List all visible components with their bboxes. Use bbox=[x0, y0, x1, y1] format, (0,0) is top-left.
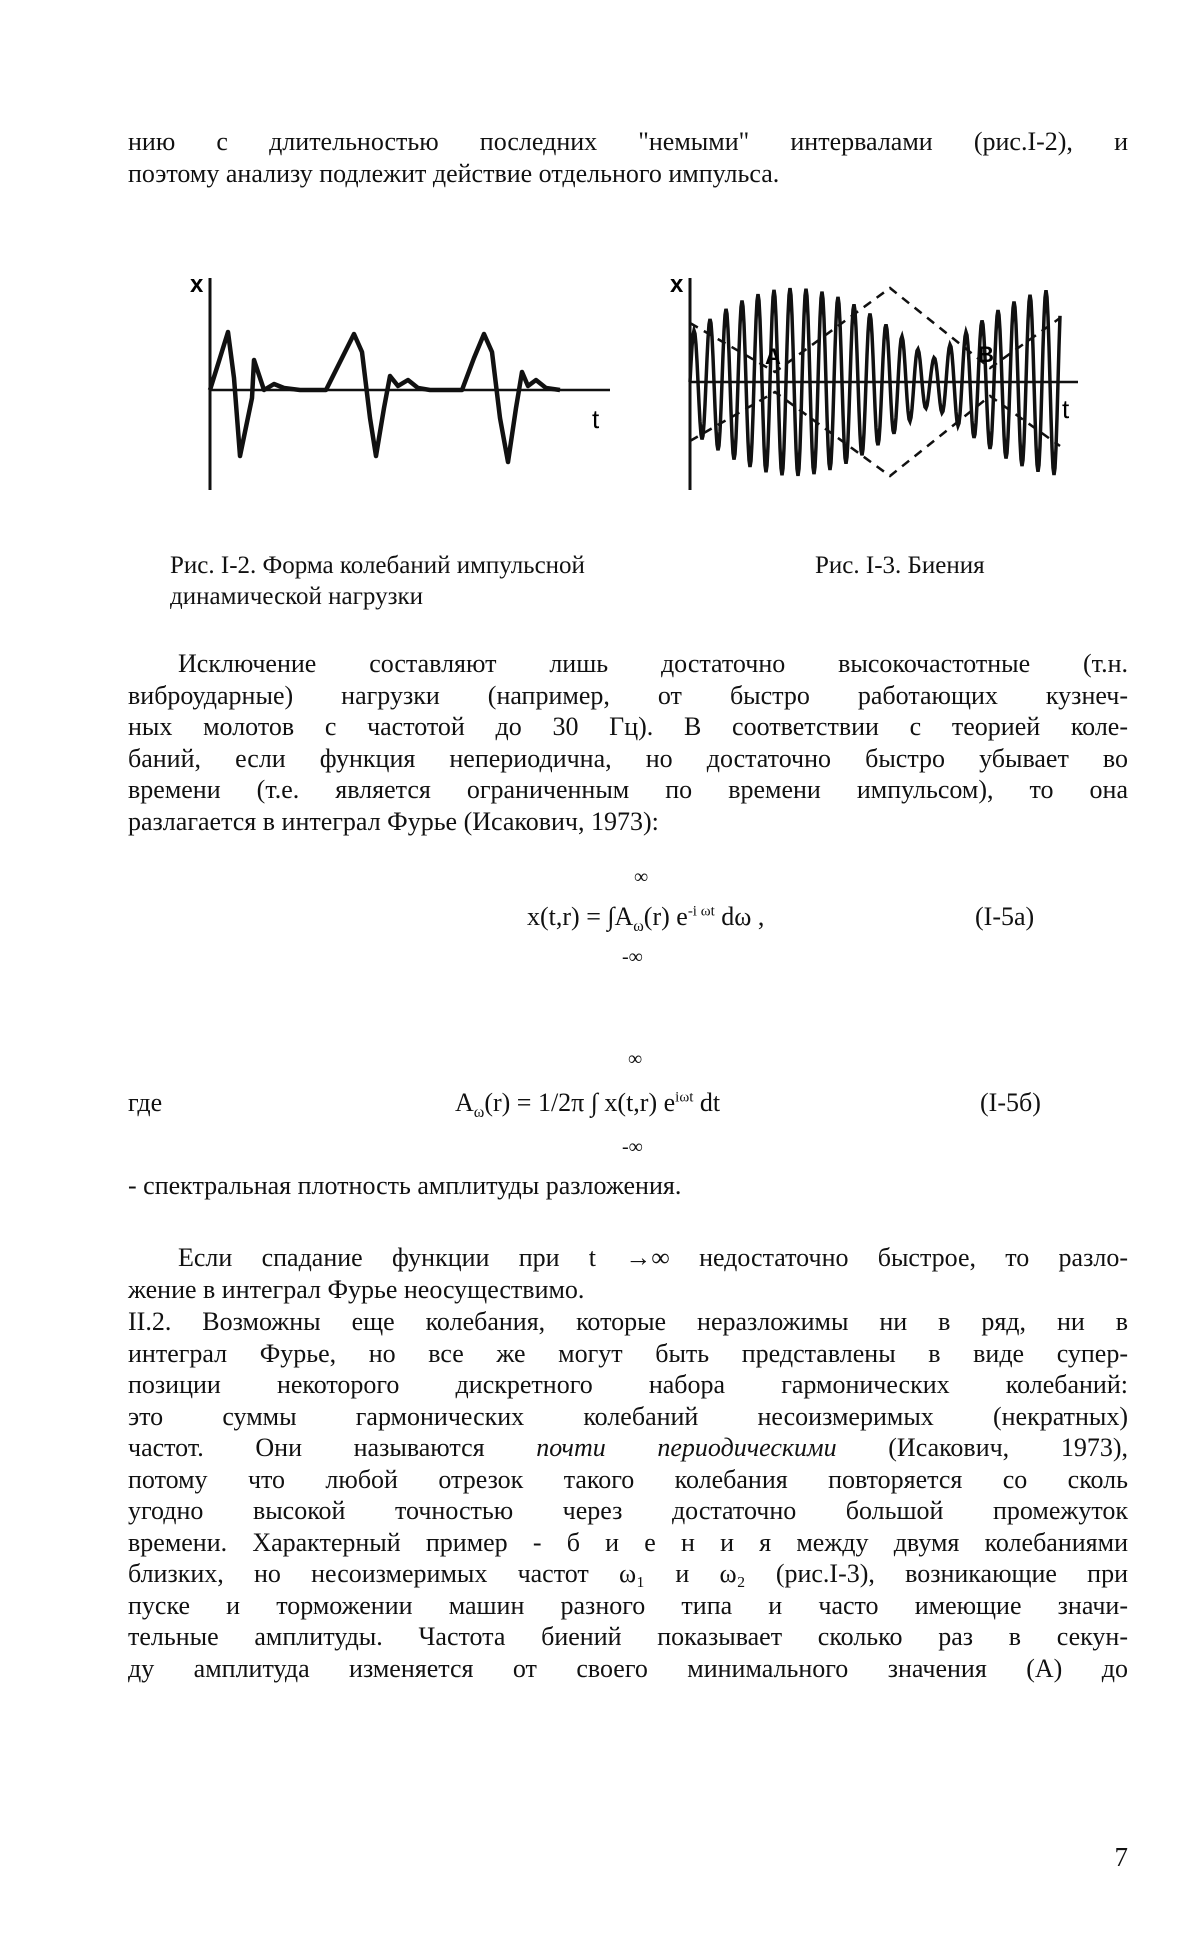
text-line: времени (т.е. является ограниченным по времени импульсом), то она bbox=[128, 775, 1128, 804]
text-run: частот. Они называются bbox=[128, 1433, 537, 1462]
text-line: времени. Характерный пример - б и е н и я между двумя колебаниями bbox=[128, 1527, 1128, 1557]
y-axis-label: x bbox=[190, 271, 204, 298]
x-axis-label: t bbox=[1062, 394, 1070, 424]
x-axis-label: t bbox=[592, 404, 600, 434]
formula-part: (r) e bbox=[643, 902, 688, 931]
text-line: II.2. Возможны еще колебания, которые неразложимы ни в ряд, ни в bbox=[128, 1307, 1128, 1336]
text-line: это суммы гармонических колебаний несоизмеримых (некратных) bbox=[128, 1401, 1128, 1431]
text-line: поэтому анализу подлежит действие отдельного импульса. bbox=[128, 158, 780, 188]
impulse-waveform bbox=[210, 332, 560, 462]
formula-superscript: -i ωt bbox=[687, 903, 715, 920]
text-run: (Исакович, 1973), bbox=[836, 1433, 1128, 1462]
text-line: ных молотов с частотой до 30 Гц). В соответствии с теорией коле- bbox=[128, 712, 1128, 741]
text-line: тельные амплитуды. Частота биений показывает сколько раз в секун- bbox=[128, 1622, 1128, 1651]
formula-subscript: ω bbox=[473, 1104, 485, 1122]
equation-number: (I-5б) bbox=[980, 1088, 1041, 1117]
impulse-oscillation-figure bbox=[170, 268, 620, 498]
text-line: позиции некоторого дискретного набора гармонических колебаний: bbox=[128, 1370, 1128, 1399]
formula-part: dt bbox=[693, 1088, 721, 1117]
text-line bbox=[128, 1432, 1128, 1464]
page-number: 7 bbox=[1114, 1842, 1128, 1872]
formula-subscript: ω bbox=[633, 918, 644, 936]
caption-line: динамической нагрузки bbox=[170, 583, 423, 610]
integral-upper-limit: ∞ bbox=[628, 1048, 643, 1070]
integral-lower-limit: -∞ bbox=[622, 946, 643, 968]
text-line: угодно высокой точностью через достаточно большой промежуток bbox=[128, 1496, 1128, 1525]
text-line: Исключение составляют лишь достаточно высокочастотные (т.н. bbox=[178, 649, 1128, 678]
figure-caption-right bbox=[815, 550, 985, 581]
beats-figure bbox=[660, 268, 1090, 498]
text-line: близких, но несоизмеримых частот ω₁ и ω₂ (рис.I-3), возникающие при bbox=[128, 1559, 1128, 1588]
y-axis-label: x bbox=[670, 271, 684, 298]
integral-lower-limit: -∞ bbox=[622, 1136, 643, 1158]
formula-part: (r) = 1/2π ∫ x(t,r) e bbox=[484, 1088, 676, 1117]
formula-superscript: iωt bbox=[675, 1089, 694, 1106]
text-line: - спектральная плотность амплитуды разложения. bbox=[128, 1171, 682, 1200]
text-line: интеграл Фурье, но все же могут быть представлены в виде супер- bbox=[128, 1338, 1128, 1368]
text-line: пуске и торможении машин разного типа и часто имеющие значи- bbox=[128, 1590, 1128, 1620]
caption-line: Рис. I-2. Форма колебаний импульсной bbox=[170, 552, 585, 579]
figure-caption-left bbox=[170, 550, 585, 612]
paragraph-fourier-intro bbox=[128, 648, 1128, 837]
formula-part: x(t,r) = ∫A bbox=[527, 902, 634, 931]
paragraph-almost-periodic bbox=[128, 1306, 1128, 1684]
formula-i5a bbox=[527, 902, 764, 936]
equation-number: (I-5a) bbox=[975, 902, 1035, 931]
marker-b: B bbox=[978, 342, 994, 367]
text-line: ду амплитуда изменяется от своего минимального значения (А) до bbox=[128, 1653, 1128, 1683]
text-line: виброударные) нагрузки (например, от быстро работающих кузнеч- bbox=[128, 680, 1128, 710]
text-line: жение в интеграл Фурье неосуществимо. bbox=[128, 1274, 585, 1304]
caption-line: Рис. I-3. Биения bbox=[815, 552, 985, 579]
marker-a: A bbox=[765, 344, 781, 369]
formula-part: dω , bbox=[714, 902, 765, 931]
integral-upper-limit: ∞ bbox=[634, 866, 649, 888]
text-line: Если спадание функции при t →∞ недостаточно быстрое, то разло- bbox=[178, 1243, 1128, 1272]
text-line: баний, если функция непериодична, но достаточно быстро убывает во bbox=[128, 743, 1128, 773]
formula-i5b bbox=[455, 1088, 720, 1122]
text-line: потому что любой отрезок такого колебания повторяется со сколь bbox=[128, 1464, 1128, 1494]
formula-part: A bbox=[455, 1088, 474, 1117]
formula-lead-word: где bbox=[128, 1088, 163, 1117]
italic-term: почти периодическими bbox=[536, 1433, 837, 1462]
text-line: разлагается в интеграл Фурье (Исакович, 1973): bbox=[128, 806, 659, 836]
spectral-density-line bbox=[128, 1170, 1128, 1202]
text-line: нию с длительностью последних "немыми" интервалами (рис.I-2), и bbox=[128, 127, 1128, 156]
top-paragraph bbox=[128, 126, 1128, 189]
paragraph-decay bbox=[128, 1242, 1128, 1305]
